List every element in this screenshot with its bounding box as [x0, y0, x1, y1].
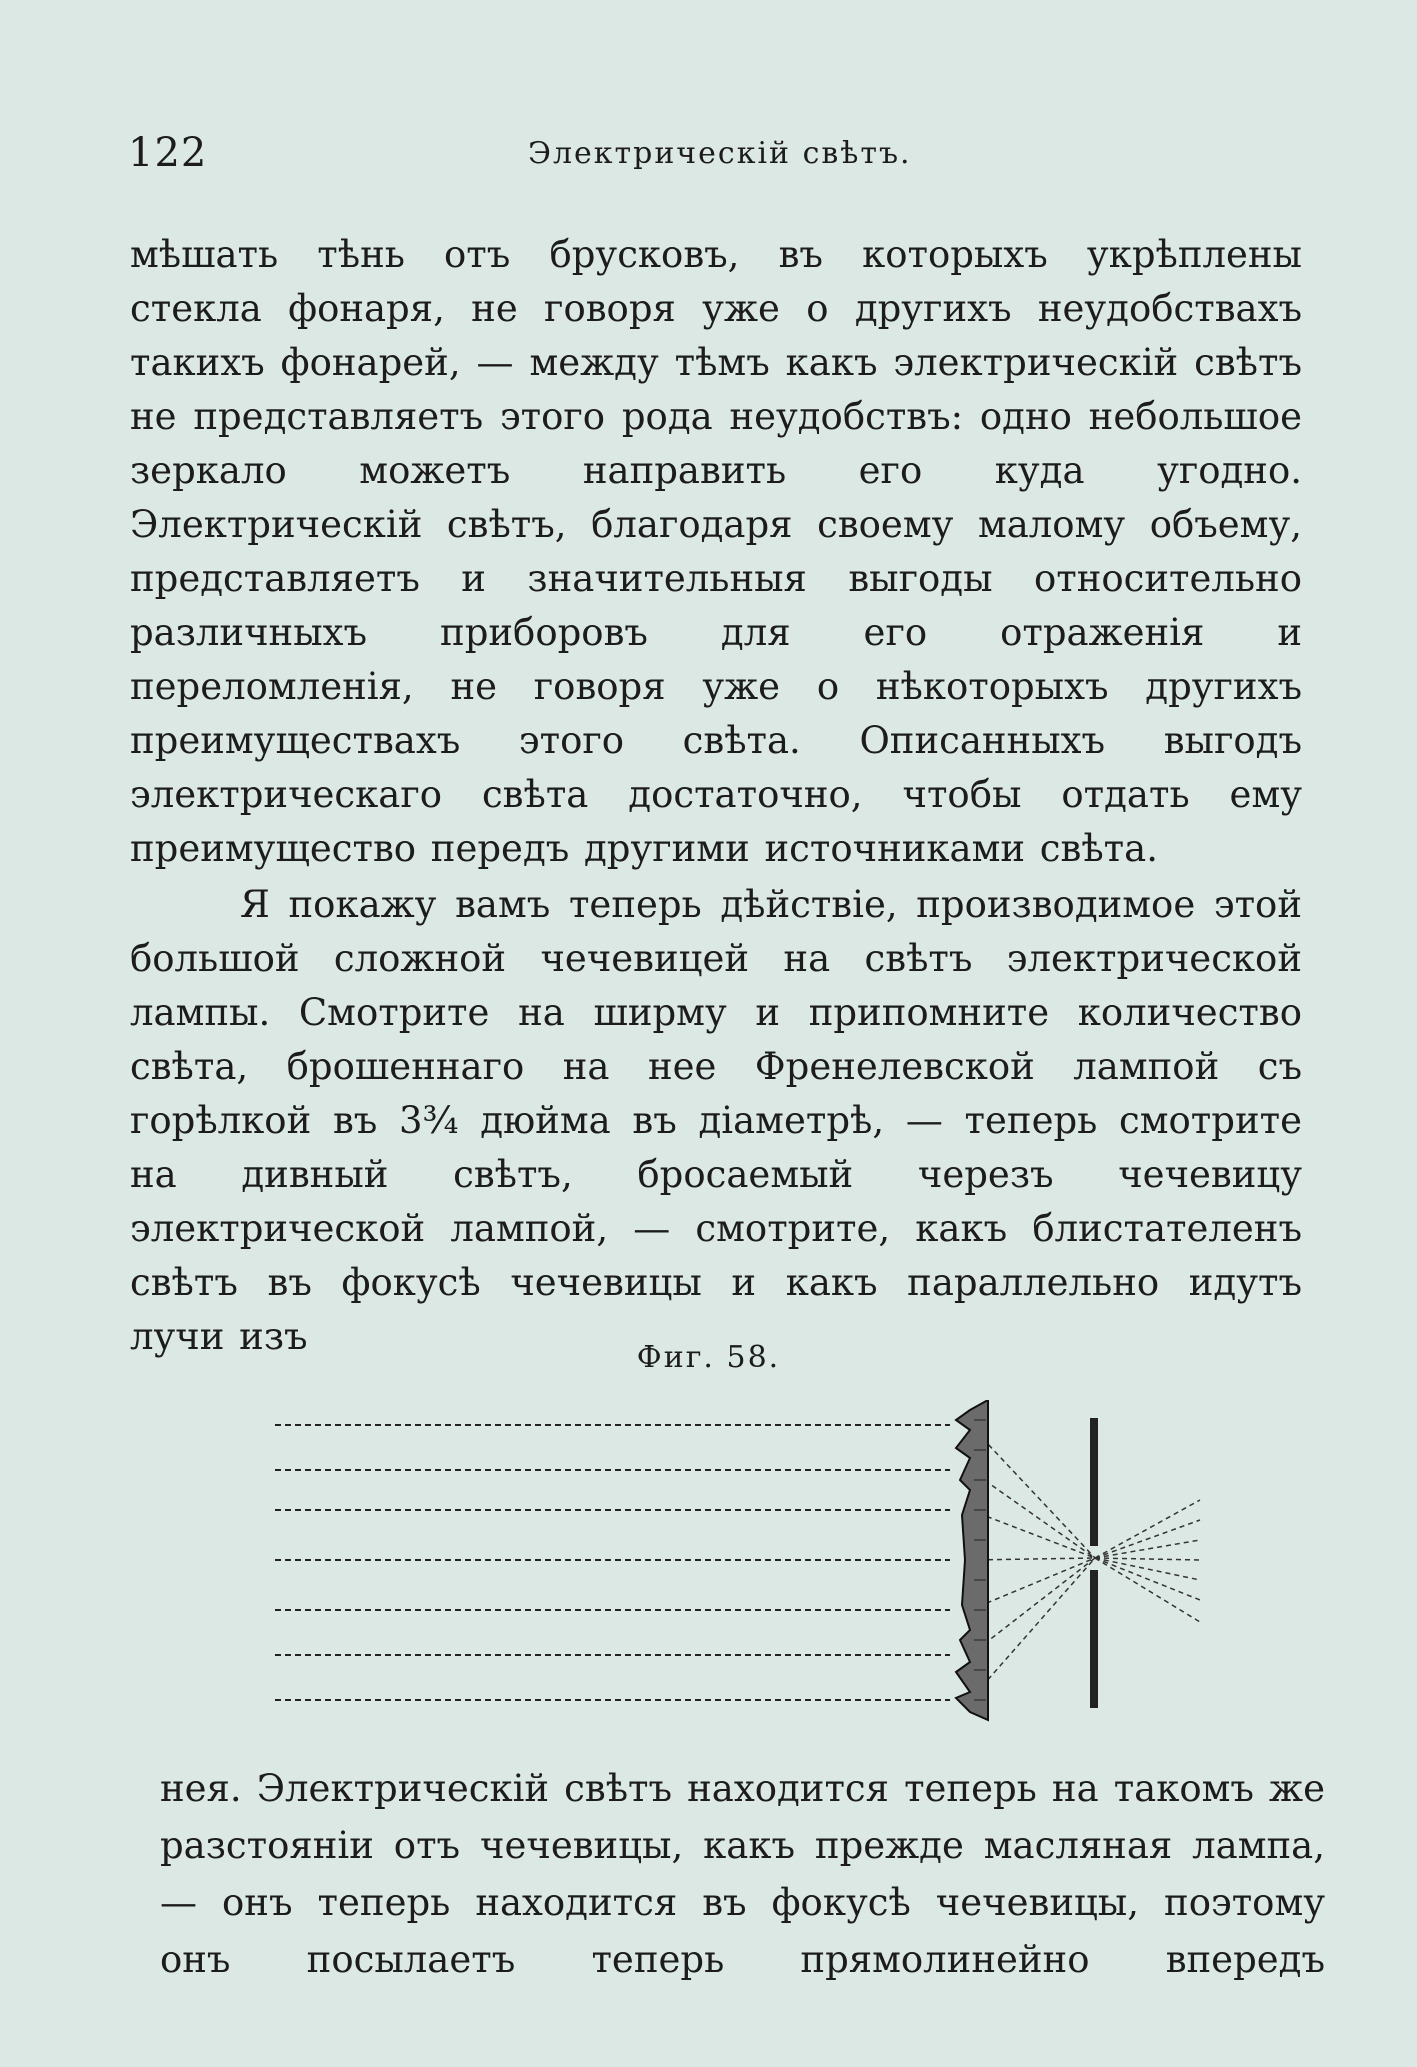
carbon-rod-upper	[1090, 1418, 1098, 1546]
paragraph: нея. Электрическій свѣтъ находится теперь на такомъ же разстояніи отъ чечевицы, какъ прежде масляная лампа, — онъ теперь находится въ фокусѣ чечевицы, поэтому онъ посылаетъ теперь прямолинейно впередъ	[160, 1767, 1325, 1981]
fresnel-lens	[956, 1400, 988, 1720]
page-header	[128, 130, 1288, 190]
page-number: 122	[128, 130, 208, 176]
carbon-rod-lower	[1090, 1570, 1098, 1708]
converging-rays	[970, 1425, 1200, 1700]
figure-caption: Фиг. 58.	[636, 1340, 781, 1375]
text-block-bottom	[160, 1760, 1325, 1988]
parallel-rays	[275, 1425, 950, 1700]
paragraph: Я покажу вамъ теперь дѣйствіе, производимое этой большой сложной чечевицей на свѣтъ электрической лампы. Смотрите на ширму и припомните количество свѣта, брошеннаго на нее Френелевской лампой съ горѣлкой въ 3¾ дюйма въ діаметрѣ, — теперь смотрите на дивный свѣтъ, бросаемый черезъ чечевицу электрической лампой, — смотрите, какъ блистателенъ свѣтъ въ фокусѣ чечевицы и какъ параллельно идутъ лучи изъ	[130, 883, 1302, 1358]
paragraph: мѣшать тѣнь отъ брусковъ, въ которыхъ укрѣплены стекла фонаря, не говоря уже о другихъ неудобствахъ такихъ фонарей, — между тѣмъ какъ электрическій свѣтъ не представляетъ этого рода неудобствъ: одно небольшое зеркало можетъ направить его куда угодно. Электрическій свѣтъ, благодаря своему малому объему, представляетъ и значительныя выгоды относительно различныхъ приборовъ для его отраженія и переломленія, не говоря уже о нѣкоторыхъ другихъ преимуществахъ этого свѣта. Описанныхъ выгодъ электрическаго свѣта достаточно, чтобы отдать ему преимущество передъ другими источниками свѣта.	[130, 233, 1302, 870]
lens-diagram	[270, 1400, 1210, 1730]
running-head: Электрическій свѣтъ.	[528, 136, 912, 171]
text-block-top	[130, 228, 1302, 1364]
